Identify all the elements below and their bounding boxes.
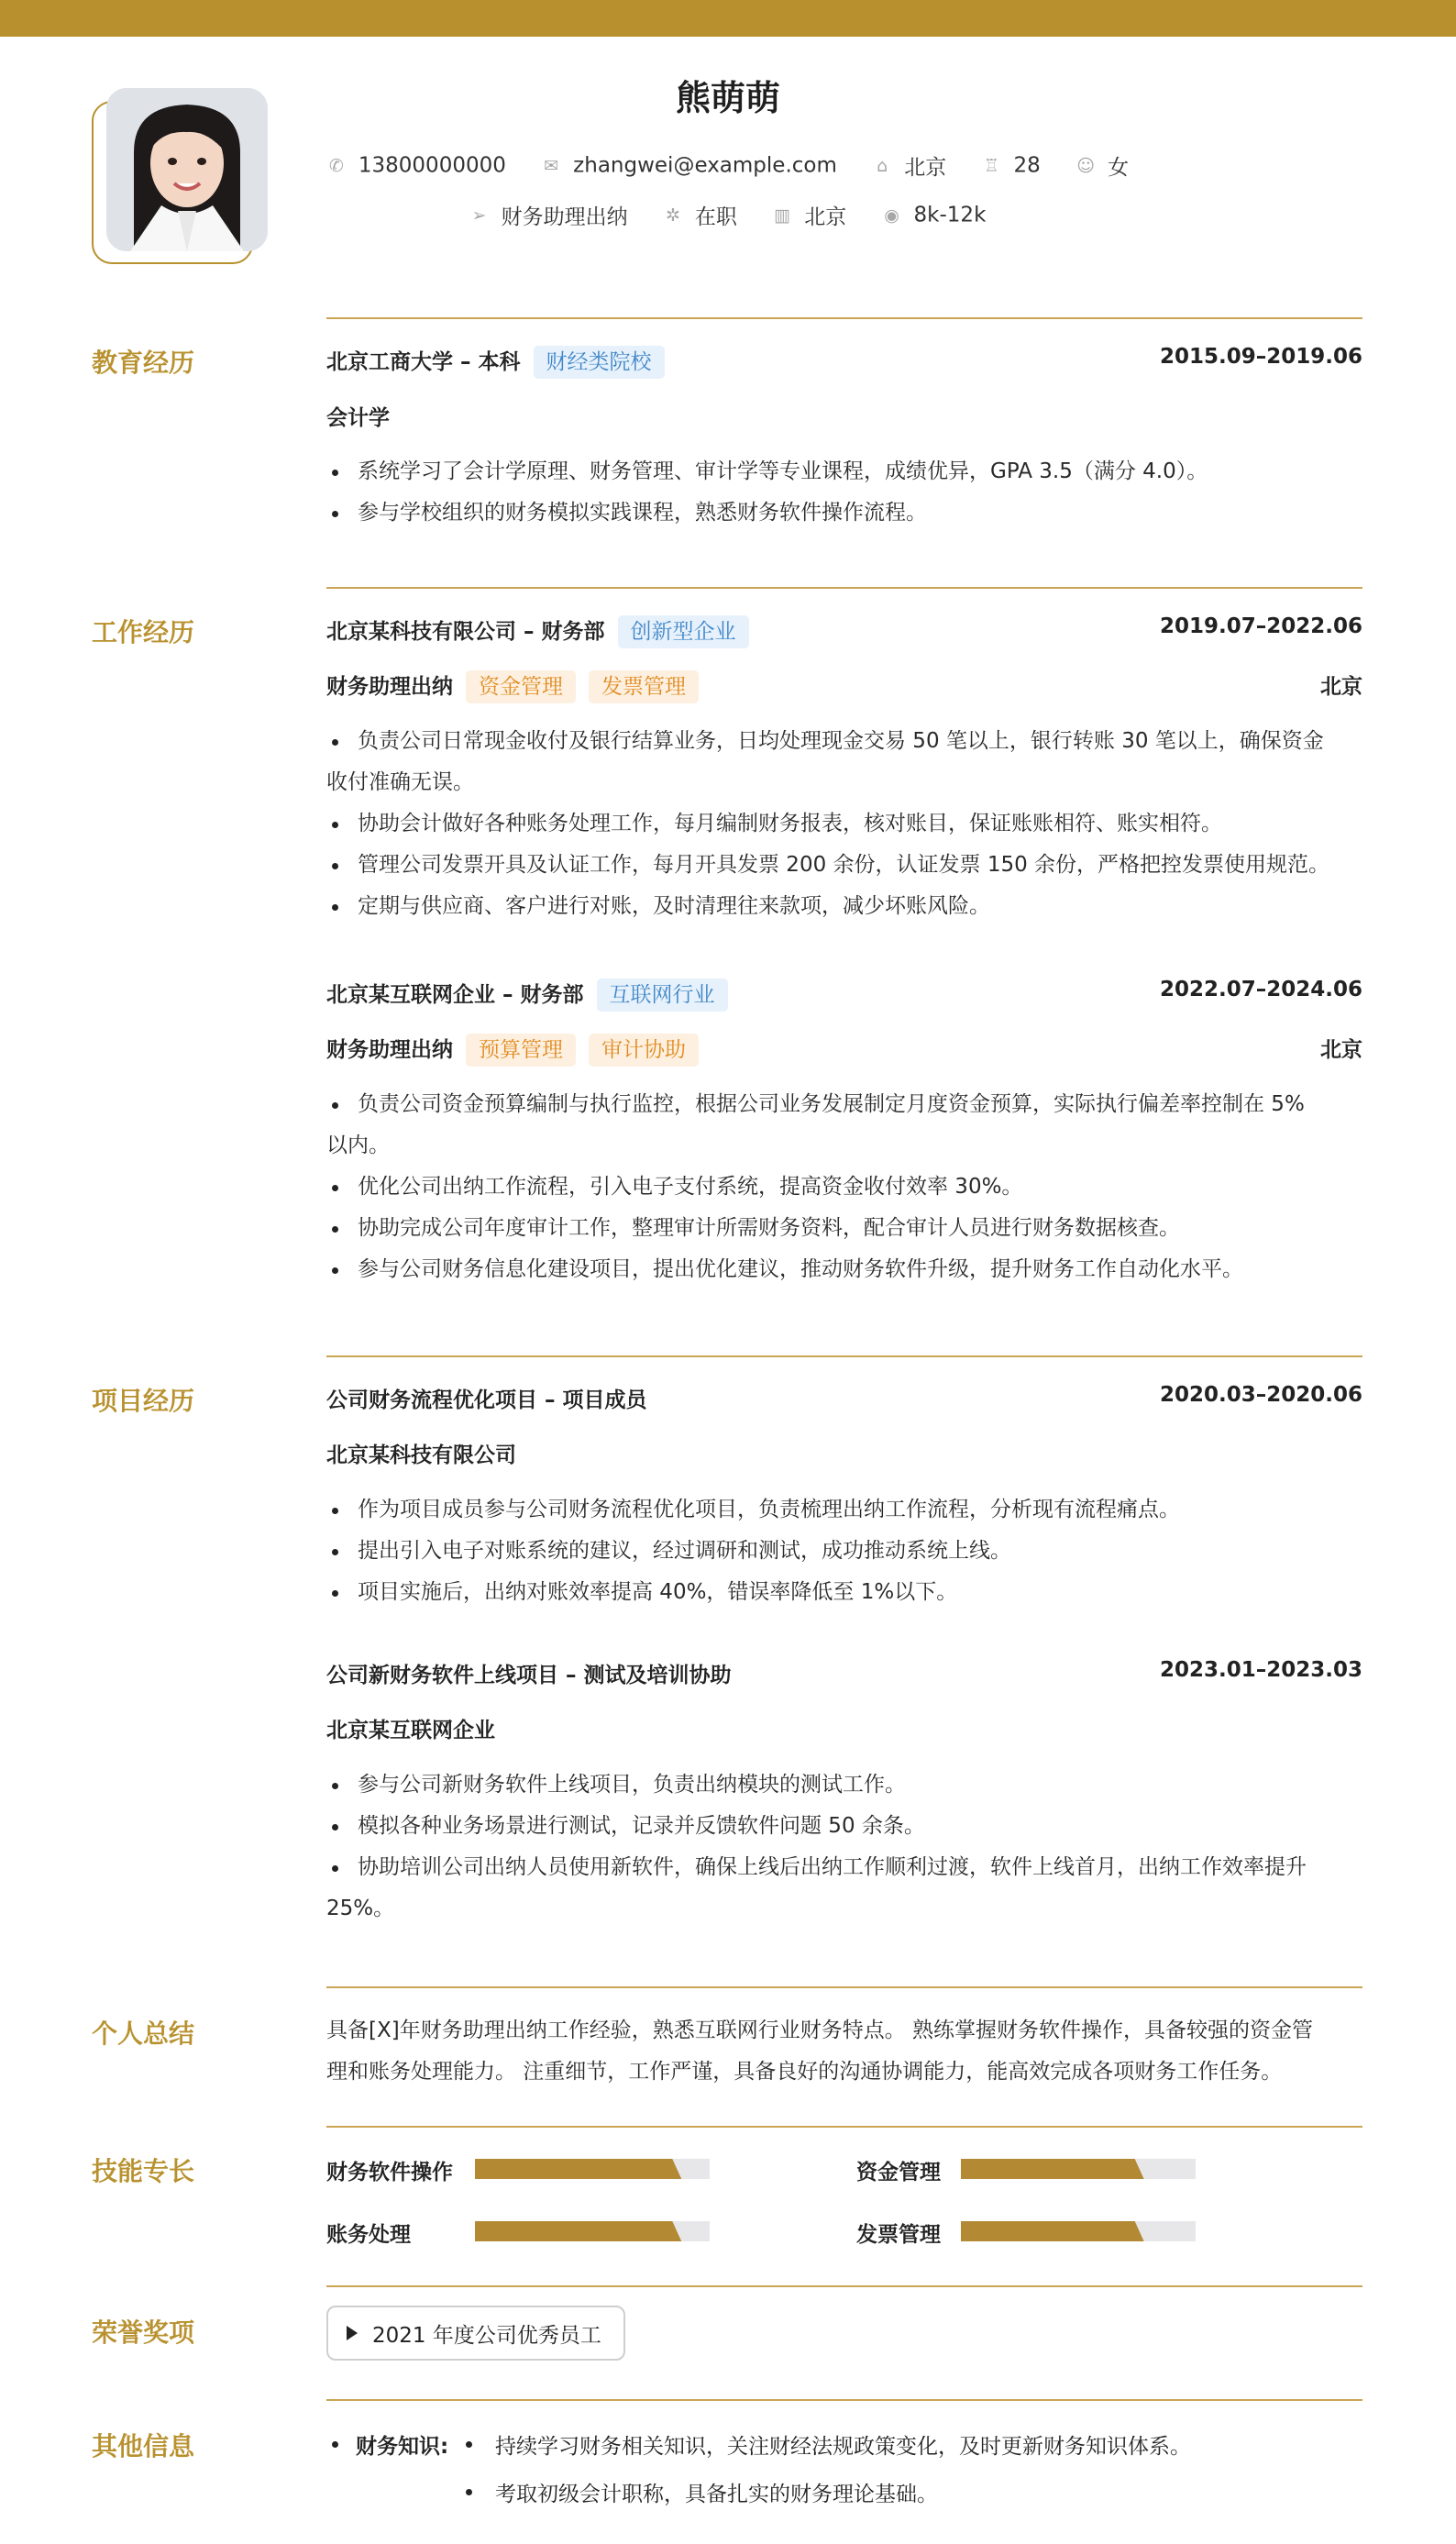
- other-item: 持续学习财务相关知识，关注财经法规政策变化，及时更新财务知识体系。: [495, 2435, 1191, 2459]
- project-title: 公司财务流程优化项目 – 项目成员: [326, 1388, 647, 1412]
- education-header: [326, 345, 1362, 379]
- section-title-work: 工作经历: [92, 617, 195, 647]
- company-tag: 创新型企业: [618, 615, 749, 648]
- school-name: 北京工商大学 – 本科: [326, 350, 521, 374]
- list-item-text-cont: 以内。: [326, 1134, 390, 1157]
- work-date: 2019.07–2022.06: [1159, 614, 1362, 638]
- email-item: [542, 153, 837, 178]
- phone-text: 13800000000: [358, 153, 506, 178]
- section-title-education: 教育经历: [92, 348, 195, 378]
- role-tag: 发票管理: [589, 670, 699, 703]
- status-item: [664, 200, 737, 230]
- work-1-header: [326, 614, 1362, 648]
- list-item-text: 负责公司日常现金收付及银行结算业务，日均处理现金交易 50 笔以上，银行转账 30 笔以上，确保资金: [358, 729, 1324, 753]
- bullet-dot: [466, 2489, 472, 2495]
- project-date: 2023.01–2023.03: [1159, 1658, 1362, 1682]
- phone-item: [327, 153, 506, 178]
- status-icon: ✲: [665, 205, 680, 226]
- gender-text: 女: [1108, 156, 1130, 180]
- email-text: zhangwei@example.com: [573, 153, 837, 178]
- divider: [326, 1355, 1362, 1357]
- section-title-summary: 个人总结: [92, 2019, 195, 2049]
- list-item: 参与学校组织的财务模拟实践课程，熟悉财务软件操作流程。: [326, 492, 1362, 534]
- other-label: 财务知识:: [356, 2435, 449, 2459]
- send-icon: ➢: [471, 205, 487, 226]
- skill-fill: [475, 2159, 681, 2179]
- list-item: [326, 721, 1362, 803]
- work-city: 北京: [1320, 675, 1362, 699]
- job-target-text: 财务助理出纳: [501, 205, 628, 229]
- summary-line: 理和账务处理能力。 注重细节，工作严谨，具备良好的沟通协调能力，能高效完成各项财务工作任务。: [326, 2060, 1283, 2084]
- building-icon: ▥: [774, 205, 791, 226]
- job-intent-row: [0, 200, 1456, 230]
- coin-icon: ◉: [884, 205, 899, 226]
- project-date: 2020.03–2020.06: [1159, 1383, 1362, 1407]
- skill-label: 财务软件操作: [326, 2161, 453, 2185]
- project-1-bullets: [326, 1489, 1362, 1613]
- role-tag: 预算管理: [466, 1034, 576, 1067]
- list-item: [326, 1084, 1362, 1167]
- bullet-dot: [332, 2441, 338, 2448]
- work-2-header: [326, 978, 1362, 1012]
- section-title-awards: 荣誉奖项: [92, 2317, 195, 2348]
- skill-fill: [961, 2159, 1144, 2179]
- bullet-dot: [466, 2441, 472, 2448]
- list-item: 模拟各种业务场景进行测试，记录并反馈软件问题 50 余条。: [326, 1806, 1362, 1847]
- list-item: 参与公司新财务软件上线项目，负责出纳模块的测试工作。: [326, 1764, 1362, 1806]
- project-2-bullets: [326, 1764, 1362, 1930]
- salary-text: 8k-12k: [913, 203, 987, 227]
- divider: [326, 2285, 1362, 2287]
- work-2-bullets: [326, 1084, 1362, 1290]
- project-title: 公司新财务软件上线项目 – 测试及培训协助: [326, 1664, 732, 1687]
- list-item: 提出引入电子对账系统的建议，经过调研和测试，成功推动系统上线。: [326, 1531, 1362, 1572]
- list-item: 定期与供应商、客户进行对账，及时清理往来款项，减少坏账风险。: [326, 886, 1362, 927]
- divider: [326, 2126, 1362, 2128]
- work-city: 北京: [1320, 1038, 1362, 1062]
- skill-bar: [961, 2159, 1196, 2179]
- company-tag: 互联网行业: [597, 979, 728, 1012]
- status-text: 在职: [694, 205, 737, 229]
- role-title: 财务助理出纳: [326, 675, 453, 699]
- project-org: 北京某科技有限公司: [326, 1443, 516, 1467]
- home-icon: ⌂: [877, 155, 888, 176]
- face-icon: ☺: [1076, 155, 1095, 176]
- skill-bar: [475, 2159, 710, 2179]
- list-item: 系统学习了会计学原理、财务管理、审计学等专业课程，成绩优异，GPA 3.5（满分 4.0）。: [326, 451, 1362, 492]
- age-text: 28: [1013, 153, 1041, 178]
- location-text: 北京: [904, 156, 947, 180]
- work-date: 2022.07–2024.06: [1159, 978, 1362, 1001]
- divider: [326, 317, 1362, 319]
- work-1-bullets: [326, 721, 1362, 927]
- skill-label: 账务处理: [326, 2223, 411, 2247]
- role-tag: 资金管理: [466, 670, 576, 703]
- contact-row: [0, 150, 1456, 181]
- skill-bar: [475, 2221, 710, 2241]
- company-name: 北京某互联网企业 – 财务部: [326, 983, 584, 1007]
- divider: [326, 587, 1362, 589]
- other-item: 考取初级会计职称，具备扎实的财务理论基础。: [495, 2483, 938, 2506]
- work-2-role: [326, 1033, 1362, 1067]
- skill-bar: [961, 2221, 1196, 2241]
- skill-fill: [961, 2221, 1144, 2241]
- top-accent-bar: [0, 0, 1456, 37]
- skill-label: 发票管理: [856, 2223, 941, 2247]
- project-1-header: [326, 1383, 1362, 1413]
- company-name: 北京某科技有限公司 – 财务部: [326, 620, 605, 644]
- location-item: [873, 150, 946, 181]
- section-title-other: 其他信息: [92, 2431, 195, 2461]
- divider: [326, 1986, 1362, 1988]
- project-2-header: [326, 1658, 1362, 1688]
- list-item-text-cont: 收付准确无误。: [326, 770, 474, 794]
- phone-icon: ✆: [328, 155, 344, 176]
- role-title: 财务助理出纳: [326, 1038, 453, 1062]
- candidate-name: 熊萌萌: [675, 78, 780, 118]
- salary-item: [883, 203, 987, 227]
- list-item: 协助会计做好各种账务处理工作，每月编制财务报表，核对账目，保证账账相符、账实相符。: [326, 803, 1362, 845]
- project-org: 北京某互联网企业: [326, 1719, 495, 1742]
- list-item: 管理公司发票开具及认证工作，每月开具发票 200 余份，认证发票 150 余份，严格把控发票使用规范。: [326, 845, 1362, 886]
- gender-item: [1076, 150, 1129, 181]
- list-item: 作为项目成员参与公司财务流程优化项目，负责梳理出纳工作流程，分析现有流程痛点。: [326, 1489, 1362, 1531]
- list-item: 项目实施后，出纳对账效率提高 40%，错误率降低至 1%以下。: [326, 1572, 1362, 1613]
- summary-line: 具备[X]年财务助理出纳工作经验，熟悉互联网行业财务特点。 熟练掌握财务软件操作，具备较强的资金管: [326, 2019, 1314, 2042]
- work-1-role: [326, 669, 1362, 703]
- section-title-projects: 项目经历: [92, 1386, 195, 1416]
- education-date: 2015.09–2019.06: [1159, 345, 1362, 369]
- age-item: [983, 153, 1041, 178]
- section-title-skills: 技能专长: [92, 2156, 195, 2186]
- cake-icon: ♖: [983, 155, 1000, 176]
- target-city-item: [773, 200, 846, 230]
- play-icon: [347, 2326, 358, 2340]
- target-city-text: 北京: [804, 205, 847, 229]
- list-item: 协助完成公司年度审计工作，整理审计所需财务资料，配合审计人员进行财务数据核查。: [326, 1208, 1362, 1249]
- job-target-item: [470, 200, 628, 230]
- list-item: 参与公司财务信息化建设项目，提出优化建议，推动财务软件升级，提升财务工作自动化水平。: [326, 1249, 1362, 1290]
- mail-icon: ✉: [544, 155, 559, 176]
- list-item: 优化公司出纳工作流程，引入电子支付系统，提高资金收付效率 30%。: [326, 1167, 1362, 1208]
- award-chip[interactable]: [326, 2306, 625, 2361]
- skill-label: 资金管理: [856, 2161, 941, 2185]
- list-item-text: 协助培训公司出纳人员使用新软件，确保上线后出纳工作顺利过渡，软件上线首月，出纳工作效率提升: [358, 1855, 1307, 1879]
- major: 会计学: [326, 406, 390, 430]
- role-tag: 审计协助: [589, 1034, 699, 1067]
- skill-fill: [475, 2221, 681, 2241]
- divider: [326, 2399, 1362, 2401]
- list-item-text: 负责公司资金预算编制与执行监控，根据公司业务发展制定月度资金预算，实际执行偏差率控制在 5%: [358, 1092, 1305, 1116]
- school-tag: 财经类院校: [534, 346, 665, 379]
- summary-text: [326, 2010, 1362, 2093]
- education-bullets: [326, 451, 1362, 534]
- list-item: [326, 1847, 1362, 1930]
- award-text: 2021 年度公司优秀员工: [372, 2323, 601, 2348]
- list-item-text-cont: 25%。: [326, 1897, 395, 1920]
